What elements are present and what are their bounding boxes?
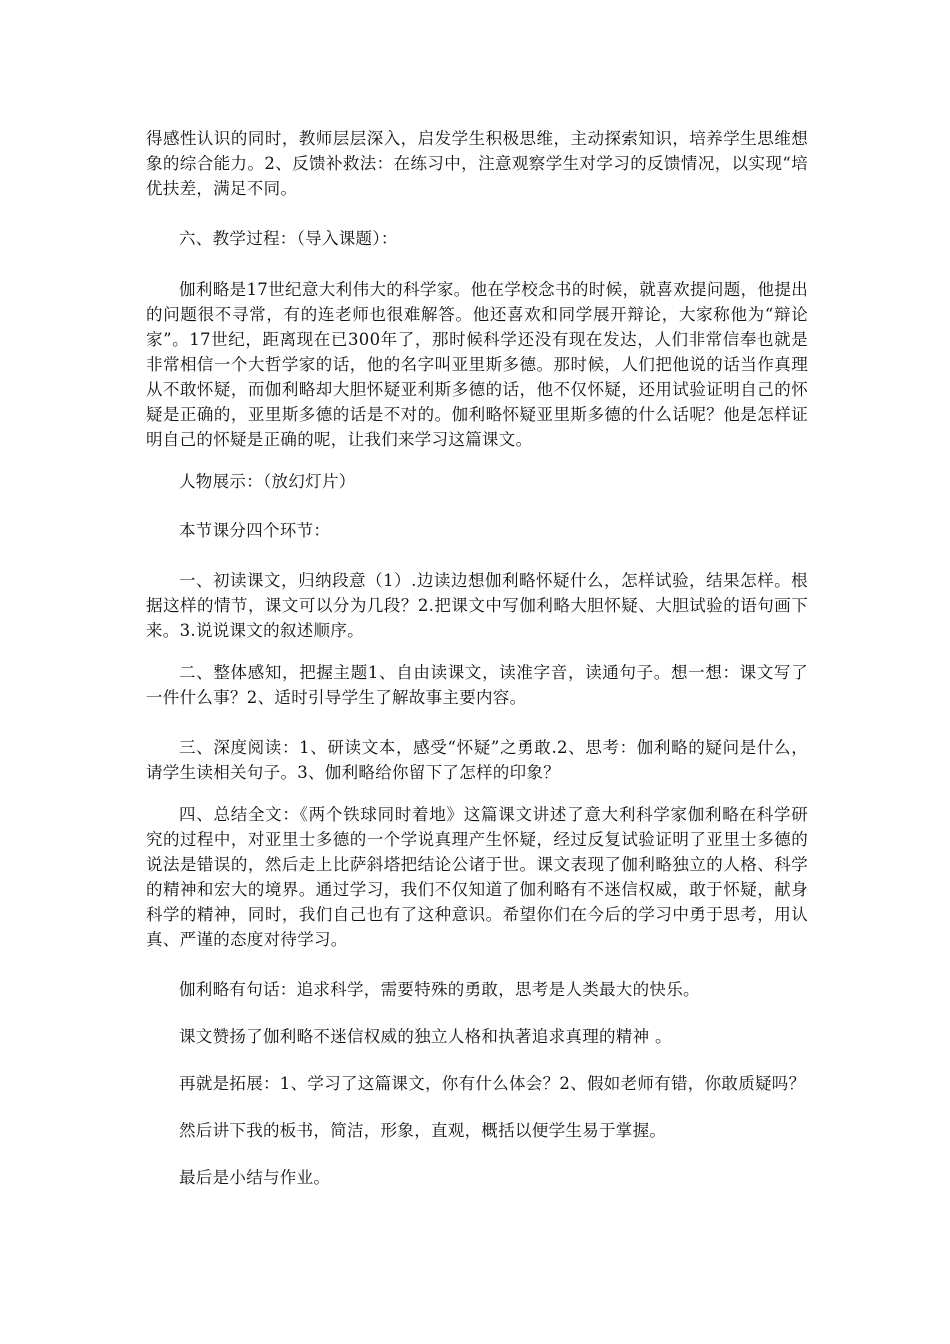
paragraph-section-three: 三、深度阅读：1、研读文本，感受“怀疑”之勇敢.2、思考：伽利略的疑问是什么，请学生读相关句子。3、伽利略给你留下了怎样的印象？ — [146, 738, 808, 782]
paragraph-introduction: 伽利略是17世纪意大利伟大的科学家。他在学校念书的时候，就喜欢提问题，他提出的问题很不寻常，有的连老师也很难解答。他还喜欢和同学展开辩论，大家称他为“辩论家”。17世纪，距离现在已300年了，那时候科学还没有现在发达，人们非常信奉也就是非常相信一个大哲学家的话，他的名字叫亚里斯多德。那时候，人们把他说的话当作真理从不敢怀疑，而伽利略却大胆怀疑亚利斯多德的话，他不仅怀疑，还用试验证明自己的怀疑是正确的，亚里斯多德的话是不对的。伽利略怀疑亚里斯多德的什么话呢？他是怎样证明自己的怀疑是正确的呢，让我们来学习这篇课文。 — [146, 280, 808, 449]
paragraph-four-sections: 本节课分四个环节： — [179, 521, 331, 540]
heading-teaching-process: 六、教学过程：（导入课题）： — [179, 229, 398, 248]
paragraph-summary-homework: 最后是小结与作业。 — [179, 1168, 331, 1187]
paragraph-section-one: 一、初读课文，归纳段意（1）.边读边想伽利略怀疑什么，怎样试验，结果怎样。根据这样的情节，课文可以分为几段？2.把课文中写伽利略大胆怀疑、大胆试验的语句画下来。3.说说课文的叙述顺序。 — [146, 571, 808, 640]
paragraph-teaching-methods: 得感性认识的同时，教师层层深入，启发学生积极思维，主动探索知识，培养学生思维想象的综合能力。2、反馈补救法：在练习中，注意观察学生对学习的反馈情况，以实现“培优扶差，满足不同。 — [146, 129, 808, 198]
paragraph-section-four: 四、总结全文：《两个铁球同时着地》这篇课文讲述了意大利科学家伽利略在科学研究的过程中，对亚里士多德的一个学说真理产生怀疑，经过反复试验证明了亚里士多德的说法是错误的，然后走上比萨斜塔把结论公诸于世。课文表现了伽利略独立的人格、科学的精神和宏大的境界。通过学习，我们不仅知道了伽利略有不迷信权威，敢于怀疑，献身科学的精神，同时，我们自己也有了这种意识。希望你们在今后的学习中勇于思考，用认真、严谨的态度对待学习。 — [146, 805, 808, 949]
paragraph-section-two: 二、整体感知，把握主题1、自由读课文，读准字音，读通句子。想一想：课文写了一件什么事？2、适时引导学生了解故事主要内容。 — [146, 663, 808, 707]
paragraph-blackboard: 然后讲下我的板书，简洁，形象，直观，概括以便学生易于掌握。 — [179, 1121, 667, 1140]
paragraph-praise: 课文赞扬了伽利略不迷信权威的独立人格和执著追求真理的精神 。 — [179, 1027, 672, 1046]
paragraph-galileo-quote: 伽利略有句话：追求科学，需要特殊的勇敢，思考是人类最大的快乐。 — [179, 980, 700, 999]
paragraph-extension: 再就是拓展：1、学习了这篇课文，你有什么体会？2、假如老师有错，你敢质疑吗？ — [179, 1074, 806, 1093]
paragraph-character-display: 人物展示：（放幻灯片） — [179, 472, 356, 491]
